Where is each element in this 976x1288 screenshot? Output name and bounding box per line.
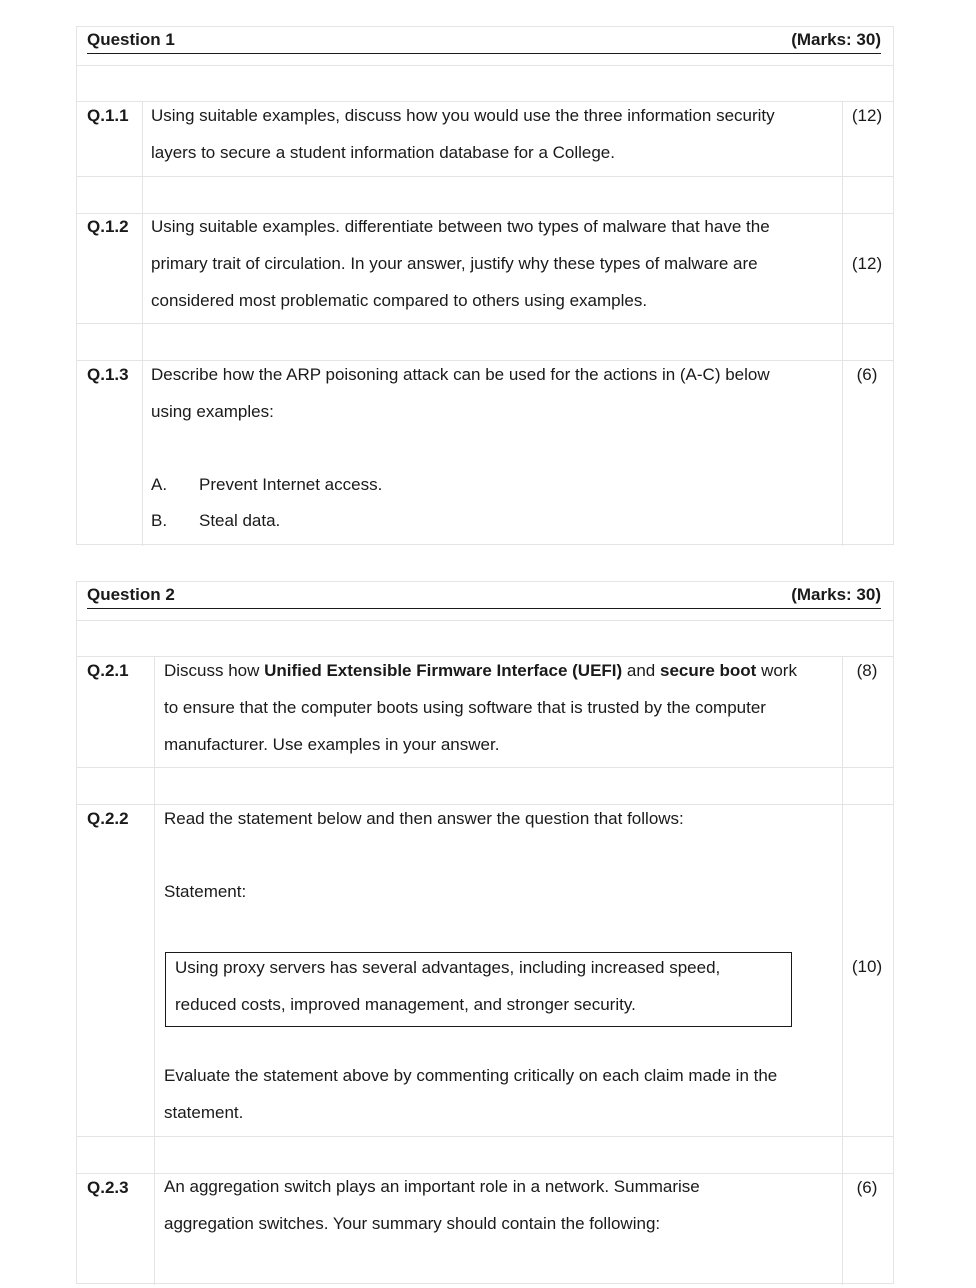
question-text: Discuss how Unified Extensible Firmware Interface (UEFI) and secure boot work to ensure that the computer boots using software that is trusted by the computer manufacturer. Use examples in your answer.	[164, 661, 797, 754]
question-1-title: Question 1	[87, 30, 175, 49]
question-2-table	[76, 581, 894, 1284]
question-2-title: Question 2	[87, 585, 175, 604]
question-marks: (8)	[856, 661, 878, 680]
question-number: Q.1.3	[87, 365, 129, 384]
question-text: Using suitable examples, discuss how you would use the three information security layers to secure a student information database for a College.	[151, 106, 775, 162]
question-text: Read the statement below and then answer the question that follows:	[164, 809, 684, 828]
question-number: Q.2.3	[87, 1178, 129, 1197]
question-number: Q.1.2	[87, 217, 129, 236]
question-marks: (12)	[851, 106, 883, 125]
list-item-text: Prevent Internet access.	[199, 475, 383, 494]
statement-box: Using proxy servers has several advantages, including increased speed, reduced costs, improved management, and stronger security.	[165, 952, 792, 1027]
list-item-text: Steal data.	[199, 511, 281, 530]
question-marks: (6)	[856, 1178, 878, 1197]
question-2-header	[87, 582, 881, 609]
question-text: Using suitable examples. differentiate between two types of malware that have the primary trait of circulation. In your answer, justify why these types of malware are considered most problematic compared to others using examples.	[151, 217, 770, 310]
question-1-header	[87, 27, 881, 54]
question-1-table	[76, 26, 894, 545]
question-number: Q.2.2	[87, 809, 129, 828]
question-number: Q.1.1	[87, 106, 129, 125]
list-item: A.	[151, 475, 168, 494]
question-2-marks: (Marks: 30)	[791, 585, 881, 604]
statement-label: Statement:	[164, 882, 247, 901]
question-text: An aggregation switch plays an important role in a network. Summarise aggregation switches. Your summary should contain the following:	[164, 1177, 700, 1233]
question-number: Q.2.1	[87, 661, 129, 680]
question-marks: (12)	[851, 254, 883, 273]
question-marks: (10)	[851, 957, 883, 976]
evaluation-text: Evaluate the statement above by commenting critically on each claim made in the statement.	[164, 1066, 778, 1122]
question-1-marks: (Marks: 30)	[791, 30, 881, 49]
question-marks: (6)	[856, 365, 878, 384]
question-text: Describe how the ARP poisoning attack can be used for the actions in (A-C) below using examples:	[151, 365, 770, 421]
list-item: B.	[151, 511, 168, 530]
